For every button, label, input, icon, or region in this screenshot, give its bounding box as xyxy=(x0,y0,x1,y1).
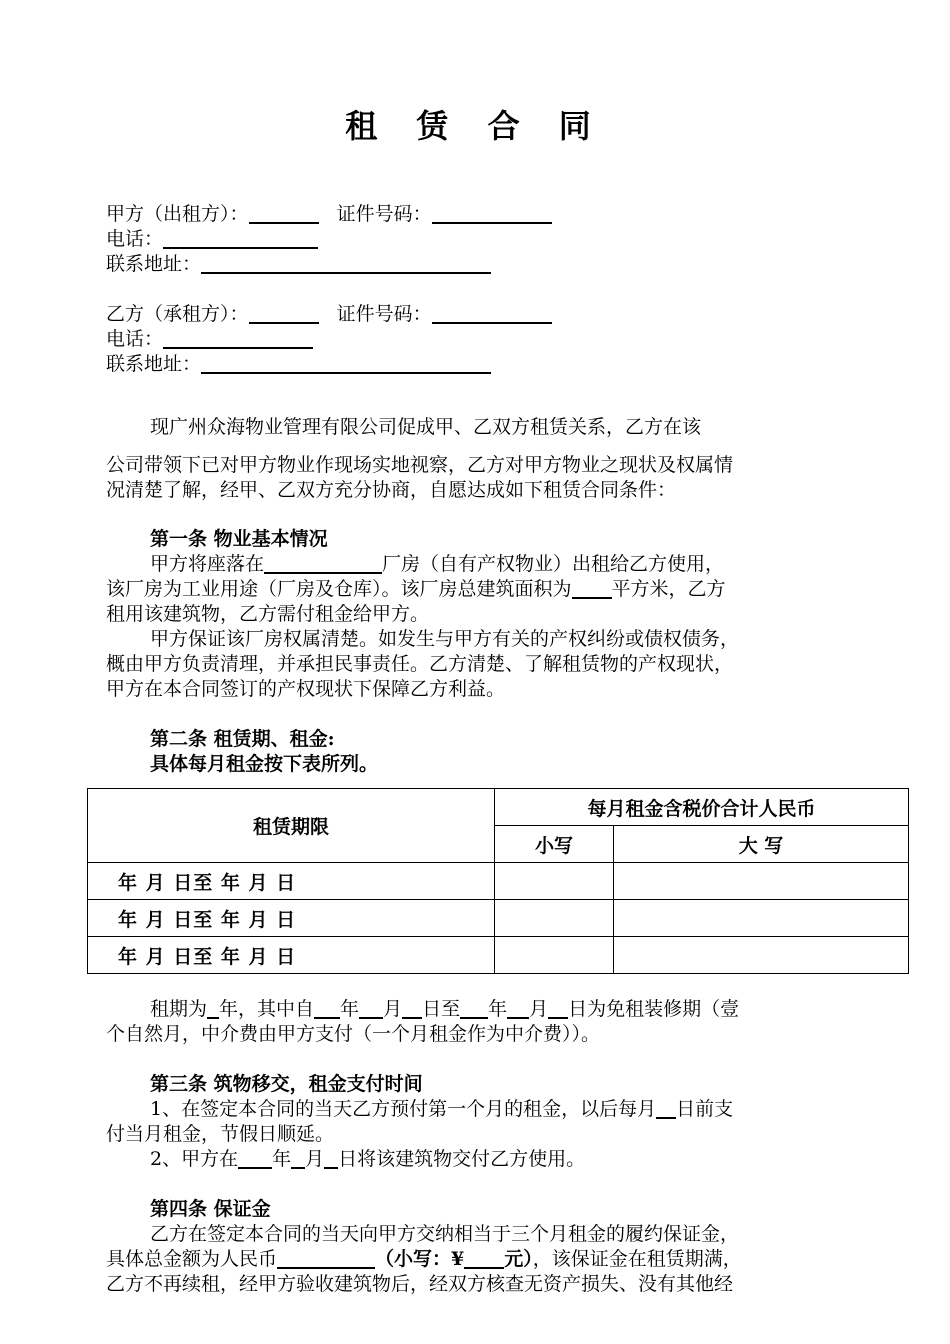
party-b-address-line xyxy=(106,352,491,377)
text: ，该保证金在租赁期满， xyxy=(532,1248,742,1270)
text: 具体总金额为人民币 xyxy=(106,1248,278,1270)
article-3-p1-line2: 付当月租金，节假日顺延。 xyxy=(106,1123,335,1145)
text: 日至 xyxy=(422,998,461,1020)
blank xyxy=(314,997,340,1019)
table-row xyxy=(88,937,909,974)
party-a-phone-blank xyxy=(163,227,318,249)
intro-line-3: 况清楚了解，经甲、乙双方充分协商，自愿达成如下租赁合同条件： xyxy=(106,479,677,501)
text: （小写：¥ xyxy=(375,1248,465,1270)
big-cell xyxy=(614,900,909,937)
header-period: 租赁期限 xyxy=(88,789,495,863)
small-cell xyxy=(495,863,614,900)
text: 年 xyxy=(219,998,239,1020)
area-blank xyxy=(572,577,612,599)
table-row xyxy=(88,900,909,937)
document-title: 租 赁 合 同 xyxy=(345,107,605,145)
big-cell xyxy=(614,937,909,974)
article-3-p1-line1 xyxy=(150,1097,733,1122)
party-b-id-label: 证件号码： xyxy=(336,303,432,325)
party-a-phone-label: 电话： xyxy=(106,228,164,250)
party-a-label: 甲方（出租方）： xyxy=(106,203,249,225)
blank xyxy=(548,997,568,1019)
party-b-id-blank xyxy=(432,302,552,324)
rent-table xyxy=(87,788,909,974)
text: 平方米，乙方 xyxy=(611,578,726,600)
party-b-name-blank xyxy=(249,302,319,324)
intro-line-1: 现广州众海物业管理有限公司促成甲、乙双方租赁关系，乙方在该 xyxy=(150,416,702,438)
table-row xyxy=(88,863,909,900)
party-a-line xyxy=(106,202,552,227)
day-blank xyxy=(656,1097,676,1119)
blank xyxy=(460,997,488,1019)
small-cell xyxy=(495,900,614,937)
text: 厂房（自有产权物业）出租给乙方使用， xyxy=(382,553,725,575)
text: 年 xyxy=(272,1148,292,1170)
amount-blank xyxy=(277,1247,375,1269)
party-b-line xyxy=(106,302,552,327)
blank xyxy=(402,997,422,1019)
article-1-p1-line3: 租用该建筑物，乙方需付租金给甲方。 xyxy=(106,603,430,625)
party-a-id-label: 证件号码： xyxy=(336,203,432,225)
blank xyxy=(291,1147,305,1169)
article-1-p2-line3: 甲方在本合同签订的产权现状下保障乙方利益。 xyxy=(106,678,506,700)
years-blank xyxy=(207,997,219,1019)
party-a-name-blank xyxy=(249,202,319,224)
text: 月 xyxy=(529,998,549,1020)
article-4-p1: 乙方在签定本合同的当天向甲方交纳相当于三个月租金的履约保证金， xyxy=(150,1223,740,1245)
blank xyxy=(359,997,383,1019)
party-b-address-blank xyxy=(201,352,491,374)
text: 1、在签定本合同的当天乙方预付第一个月的租金，以后每月 xyxy=(150,1098,657,1120)
article-1-p2-line1: 甲方保证该厂房权属清楚。如发生与甲方有关的产权纠纷或债权债务， xyxy=(150,628,740,650)
blank xyxy=(507,997,529,1019)
header-rent: 每月租金含税价合计人民币 xyxy=(495,789,909,826)
article-1-p2-line2: 概由甲方负责清理，并承担民事责任。乙方清楚、了解租赁物的产权现状， xyxy=(106,653,734,675)
party-b-address-label: 联系地址： xyxy=(106,353,202,375)
big-cell xyxy=(614,863,909,900)
article-2-subheading: 具体每月租金按下表所列。 xyxy=(150,753,379,775)
article-4-p2 xyxy=(106,1247,742,1272)
party-b-phone-line xyxy=(106,327,313,352)
party-b-label: 乙方（承租方）： xyxy=(106,303,249,325)
party-a-id-blank xyxy=(432,202,552,224)
text: 日前支 xyxy=(676,1098,734,1120)
header-small: 小写 xyxy=(495,826,614,863)
intro-line-2: 公司带领下已对甲方物业作现场实地视察，乙方对甲方物业之现状及权属情 xyxy=(106,454,734,476)
period-cell: 年 月 日至 年 月 日 xyxy=(88,900,495,937)
article-4-p3: 乙方不再续租，经甲方验收建筑物后，经双方核查无资产损失、没有其他经 xyxy=(106,1273,734,1295)
text: 甲方将座落在 xyxy=(150,553,265,575)
text: 月 xyxy=(305,1148,325,1170)
party-a-address-label: 联系地址： xyxy=(106,253,202,275)
party-a-address-line xyxy=(106,252,491,277)
article-1-heading: 第一条 物业基本情况 xyxy=(150,528,328,550)
small-cell xyxy=(495,937,614,974)
article-1-p1-line1 xyxy=(150,552,724,577)
article-3-heading: 第三条 筑物移交，租金支付时间 xyxy=(150,1073,423,1095)
text: 该厂房为工业用途（厂房及仓库）。该厂房总建筑面积为 xyxy=(106,578,572,600)
party-a-phone-line xyxy=(106,227,318,252)
article-1-p1-line2 xyxy=(106,577,726,602)
rent-term-line2: 个自然月，中介费由甲方支付（一个月租金作为中介费））。 xyxy=(106,1023,601,1045)
article-2-heading: 第二条 租赁期、租金: xyxy=(150,728,335,750)
article-4-heading: 第四条 保证金 xyxy=(150,1198,271,1220)
party-b-phone-blank xyxy=(163,327,313,349)
text: 元） xyxy=(504,1248,533,1270)
text: 年 xyxy=(488,998,508,1020)
text: ，其中自 xyxy=(238,998,315,1020)
period-cell: 年 月 日至 年 月 日 xyxy=(88,863,495,900)
article-3-p2 xyxy=(150,1147,585,1172)
text: 日为免租装修期（壹 xyxy=(568,998,740,1020)
amount-small-blank xyxy=(464,1247,504,1269)
blank xyxy=(324,1147,338,1169)
party-b-phone-label: 电话： xyxy=(106,328,164,350)
period-cell: 年 月 日至 年 月 日 xyxy=(88,937,495,974)
text: 租期为 xyxy=(150,998,208,1020)
rent-term-line1 xyxy=(150,997,739,1022)
text: 日将该建筑物交付乙方使用。 xyxy=(338,1148,586,1170)
text: 年 xyxy=(340,998,360,1020)
party-a-address-blank xyxy=(201,252,491,274)
blank xyxy=(238,1147,272,1169)
text: 2、甲方在 xyxy=(150,1148,239,1170)
table-header-row xyxy=(88,789,909,826)
location-blank xyxy=(264,552,382,574)
text: 月 xyxy=(383,998,403,1020)
header-big: 大 写 xyxy=(614,826,909,863)
